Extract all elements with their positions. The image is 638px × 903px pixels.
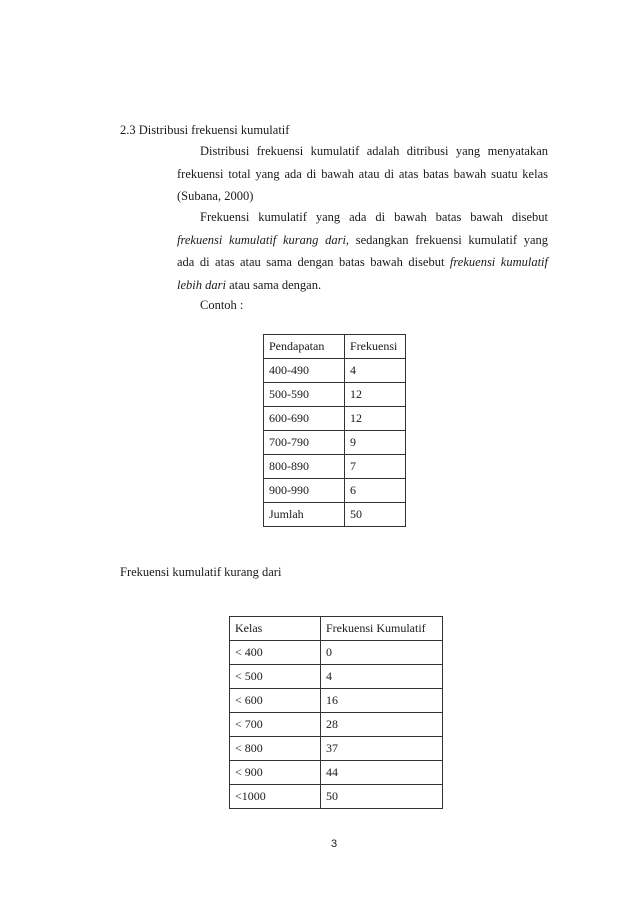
table-cell: < 400 [230, 641, 321, 665]
table-cell: 12 [345, 383, 406, 407]
table-row [230, 689, 443, 713]
table-row [264, 407, 406, 431]
table-cell: < 900 [230, 761, 321, 785]
paragraph-text: sedangkan frekuensi kumulatif yang [349, 232, 549, 247]
italic-term: frekuensi kumulatif [449, 255, 548, 269]
cumulative-frequency-table [229, 616, 443, 809]
table-row [230, 737, 443, 761]
table-cell: 50 [321, 785, 443, 809]
table-total-row [264, 503, 406, 527]
table-cell: 900-990 [264, 479, 345, 503]
table-row [230, 713, 443, 737]
header-cell: Kelas [230, 617, 321, 641]
table-cell: < 800 [230, 737, 321, 761]
paragraph-line: (Subana, 2000) [177, 189, 254, 203]
table-cell: 44 [321, 761, 443, 785]
table-cell: 500-590 [264, 383, 345, 407]
table-cell: 800-890 [264, 455, 345, 479]
section-title: Frekuensi kumulatif kurang dari [120, 565, 282, 579]
table-cell: <1000 [230, 785, 321, 809]
table-cell: 0 [321, 641, 443, 665]
header-cell: Pendapatan [264, 335, 345, 359]
table-row [264, 383, 406, 407]
header-cell: Frekuensi Kumulatif [321, 617, 443, 641]
italic-term: frekuensi kumulatif kurang dari, [177, 232, 350, 247]
paragraph-text: atau sama dengan. [225, 277, 322, 292]
table-row [264, 455, 406, 479]
table-cell: < 700 [230, 713, 321, 737]
page-number: 3 [331, 838, 338, 850]
table-cell: 37 [321, 737, 443, 761]
table-header-row [230, 617, 443, 641]
table-cell: < 600 [230, 689, 321, 713]
header-cell: Frekuensi [345, 335, 406, 359]
example-label: Contoh : [200, 298, 244, 312]
table-row [264, 359, 406, 383]
table-cell: 16 [321, 689, 443, 713]
table-cell: 4 [321, 665, 443, 689]
table-cell: 400-490 [264, 359, 345, 383]
table-row [230, 761, 443, 785]
table-row [230, 641, 443, 665]
paragraph-line [177, 251, 548, 274]
table-cell: 7 [345, 455, 406, 479]
paragraph-explanation [177, 206, 548, 296]
table-cell: 600-690 [264, 407, 345, 431]
table-cell: 9 [345, 431, 406, 455]
table-cell: 6 [345, 479, 406, 503]
table-row [264, 479, 406, 503]
paragraph-line [177, 229, 548, 252]
table-row [264, 431, 406, 455]
table-header-row [264, 335, 406, 359]
paragraph-line: frekuensi total yang ada di bawah atau di atas batas bawah suatu kelas [177, 166, 548, 181]
table-cell: 700-790 [264, 431, 345, 455]
paragraph-line: Distribusi frekuensi kumulatif adalah ditribusi yang menyatakan [200, 144, 548, 158]
paragraph-line: Frekuensi kumulatif yang ada di bawah batas bawah disebut [200, 210, 548, 224]
frequency-table [263, 334, 406, 527]
paragraph-definition [177, 140, 548, 208]
italic-term: lebih dari [177, 277, 226, 292]
section-heading: 2.3 Distribusi frekuensi kumulatif [120, 123, 290, 137]
table-cell: < 500 [230, 665, 321, 689]
table-cell: 4 [345, 359, 406, 383]
table-cell: 50 [345, 503, 406, 527]
paragraph-line [177, 274, 548, 297]
table-cell: Jumlah [264, 503, 345, 527]
table-cell: 28 [321, 713, 443, 737]
table-cell: 12 [345, 407, 406, 431]
paragraph-text: ada di atas atau sama dengan batas bawah disebut [177, 255, 450, 269]
table-row [230, 665, 443, 689]
table-row [230, 785, 443, 809]
